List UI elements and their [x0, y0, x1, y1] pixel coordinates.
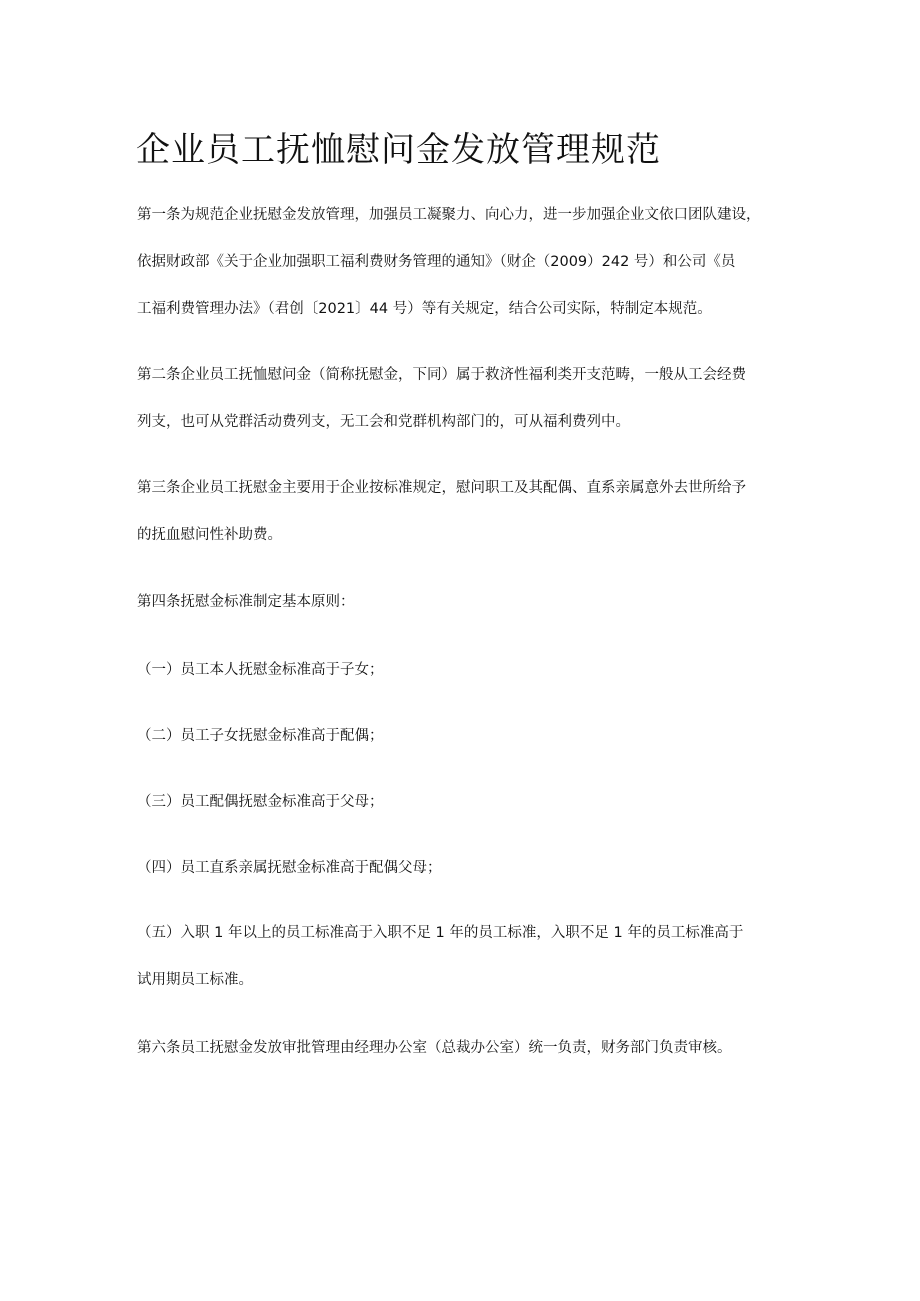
paragraph-line: 第一条为规范企业抚慰金发放管理，加强员工凝聚力、向心力，进一步加强企业文依口团队建设， — [137, 207, 761, 223]
paragraph-line: 工福利费管理办法》（君创〔2021〕44 号）等有关规定，结合公司实际，特制定本规范。 — [137, 301, 712, 317]
paragraph-line: 列支，也可从党群活动费列支，无工会和党群机构部门的，可从福利费列中。 — [137, 414, 630, 430]
paragraph-line: 第三条企业员工抚慰金主要用于企业按标准规定，慰问职工及其配偶、直系亲属意外去世所给予 — [137, 480, 746, 496]
list-item-principle-4 — [137, 845, 787, 892]
paragraph-line: 的抚血慰问性补助费。 — [137, 527, 282, 543]
paragraph-article-2 — [137, 352, 787, 446]
paragraph-line: 依据财政部《关于企业加强职工福利费财务管理的通知》（财企（2009）242 号）和公司《员 — [137, 254, 736, 270]
list-item-principle-5 — [137, 910, 787, 1004]
paragraph-article-3 — [137, 465, 787, 559]
paragraph-line: 第二条企业员工抚恤慰问金（简称抚慰金，下同）属于救济性福利类开支范畴，一般从工会经费 — [137, 367, 746, 383]
paragraph-line: （一）员工本人抚慰金标准高于子女； — [137, 662, 384, 678]
list-item-principle-3 — [137, 779, 787, 826]
paragraph-article-6 — [137, 1025, 787, 1072]
paragraph-line: 第四条抚慰金标准制定基本原则： — [137, 594, 355, 610]
list-item-principle-1 — [137, 647, 787, 694]
paragraph-line: （五）入职 1 年以上的员工标准高于入职不足 1 年的员工标准，入职不足 1 年的员工标准高于 — [137, 925, 744, 941]
paragraph-line: 试用期员工标准。 — [137, 972, 253, 988]
paragraph-line: （三）员工配偶抚慰金标准高于父母； — [137, 794, 384, 810]
paragraph-line: 第六条员工抚慰金发放审批管理由经理办公室（总裁办公室）统一负责，财务部门负责审核。 — [137, 1040, 732, 1056]
paragraph-line: （二）员工子女抚慰金标准高于配偶； — [137, 728, 384, 744]
list-item-principle-2 — [137, 713, 787, 760]
document-title: 企业员工抚恤慰问金发放管理规范 — [136, 130, 661, 170]
paragraph-article-4 — [137, 579, 787, 626]
paragraph-line: （四）员工直系亲属抚慰金标准高于配偶父母； — [137, 860, 442, 876]
paragraph-article-1 — [137, 192, 787, 333]
